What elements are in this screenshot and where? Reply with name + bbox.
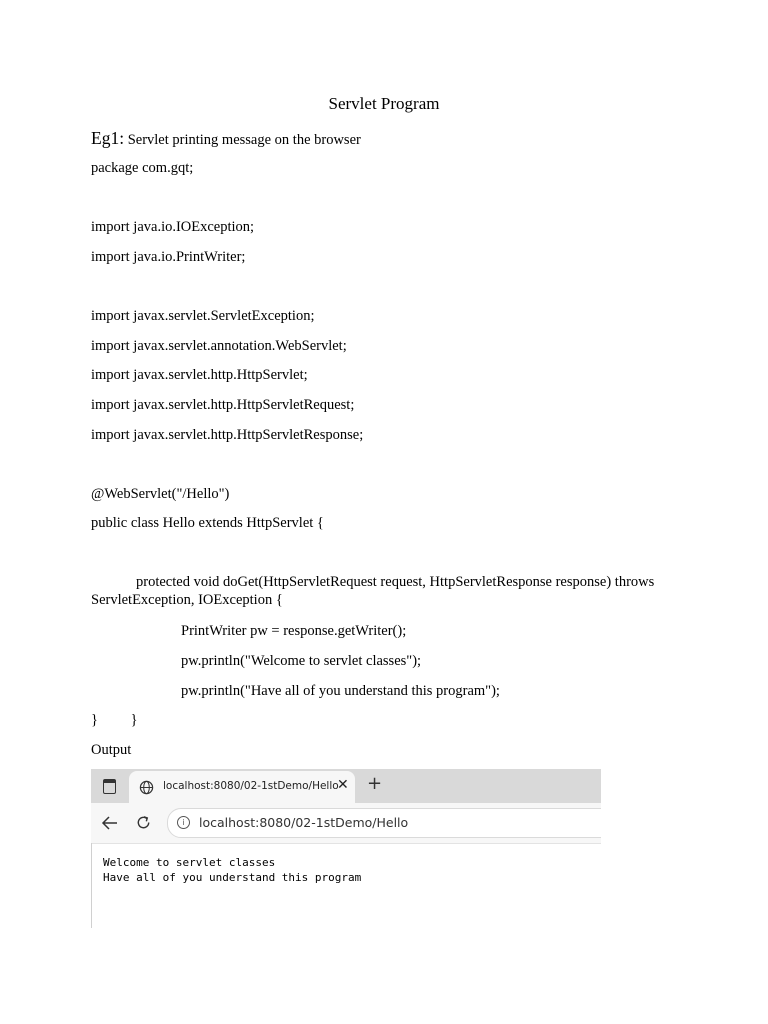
code-line: pw.println("Welcome to servlet classes"); [181, 653, 422, 669]
example-heading [91, 128, 361, 149]
code-line: public class Hello extends HttpServlet { [91, 515, 324, 531]
code-line: import javax.servlet.annotation.WebServlet; [91, 338, 347, 354]
globe-icon [139, 780, 154, 795]
code-line: import javax.servlet.ServletException; [91, 308, 315, 324]
info-icon[interactable]: i [177, 816, 190, 829]
example-description: Servlet printing message on the browser [124, 132, 361, 148]
tab-bar [91, 769, 601, 803]
new-tab-icon[interactable]: + [367, 773, 383, 794]
code-line: protected void doGet(HttpServletRequest request, HttpServletResponse response) throws ServletException, IOException { [91, 574, 655, 608]
example-label: Eg1: [91, 128, 125, 148]
page-title: Servlet Program [328, 94, 440, 113]
output-line: Welcome to servlet classes [103, 856, 276, 869]
browser-screenshot [91, 769, 601, 928]
window-icon[interactable] [103, 779, 116, 794]
code-line: package com.gqt; [91, 160, 194, 176]
divider [91, 843, 92, 928]
output-label: Output [91, 742, 132, 758]
code-line: PrintWriter pw = response.getWriter(); [181, 623, 407, 639]
code-line: import javax.servlet.http.HttpServletRequest; [91, 397, 355, 413]
code-line: pw.println("Have all of you understand this program"); [181, 683, 500, 699]
address-bar[interactable] [167, 808, 601, 838]
code-line: import java.io.IOException; [91, 219, 255, 235]
code-line: } } [91, 712, 138, 728]
address-text: localhost:8080/02-1stDemo/Hello [199, 815, 409, 830]
browser-toolbar [91, 803, 601, 844]
back-arrow-icon[interactable] [101, 815, 119, 831]
code-line: import javax.servlet.http.HttpServletResponse; [91, 427, 364, 443]
reload-icon[interactable] [135, 814, 152, 831]
code-line: @WebServlet("/Hello") [91, 486, 230, 502]
code-line: import javax.servlet.http.HttpServlet; [91, 367, 308, 383]
browser-tab[interactable] [129, 771, 355, 803]
tab-title: localhost:8080/02-1stDemo/Hello [163, 780, 339, 792]
code-line: import java.io.PrintWriter; [91, 249, 246, 265]
page-content [103, 855, 361, 885]
close-icon[interactable]: ✕ [337, 777, 349, 793]
output-line: Have all of you understand this program [103, 871, 362, 884]
